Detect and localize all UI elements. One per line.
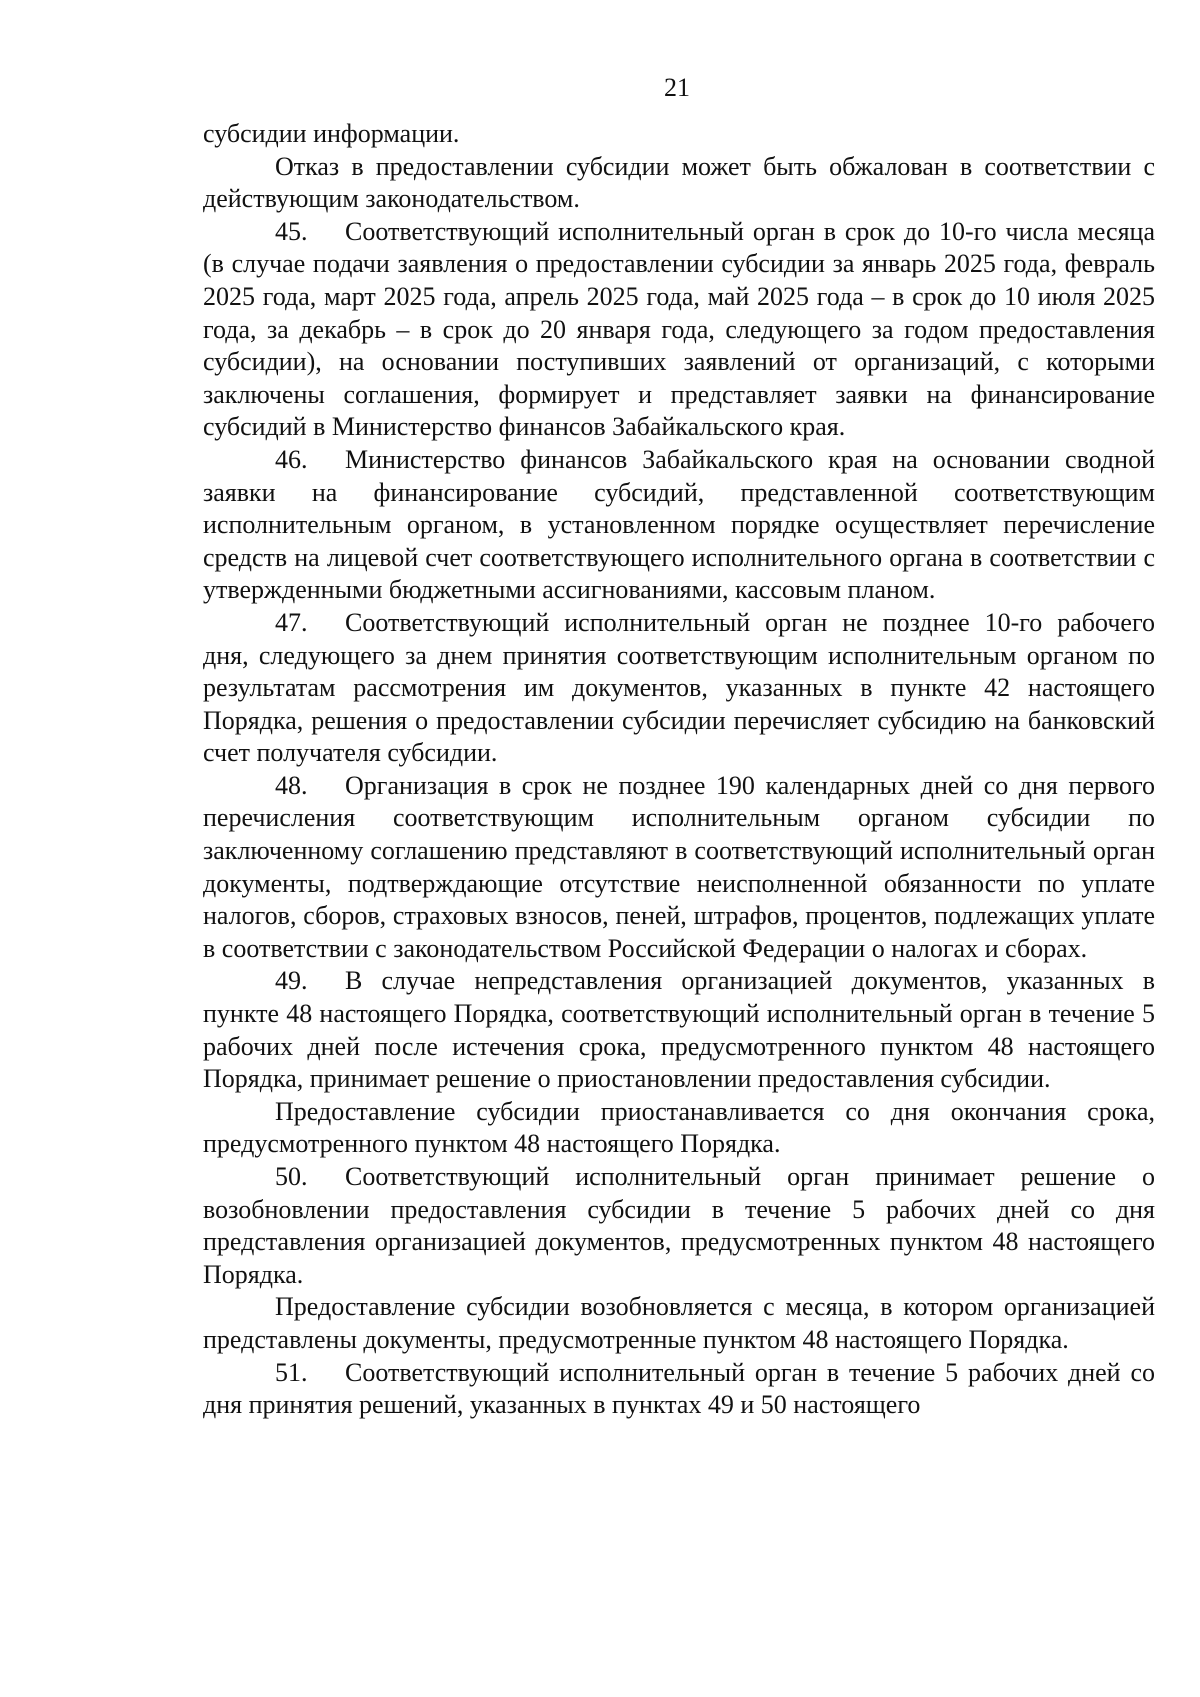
paragraph-47 — [203, 607, 1155, 770]
paragraph-46 — [203, 444, 1155, 607]
paragraph-number: 48. — [275, 770, 308, 800]
document-body — [203, 118, 1155, 1422]
paragraph-text: Предоставление субсидии приостанавливается со дня окончания срока, предусмотренного пунктом 48 настоящего Порядка. — [203, 1096, 1155, 1159]
paragraph-50 — [203, 1161, 1155, 1291]
paragraph-continuation — [203, 118, 1155, 151]
paragraph-text: Соответствующий исполнительный орган не позднее 10-го рабочего дня, следующего за днем принятия соответствующим исполнительным органом по результатам рассмотрения им документов, указанных в пункте 42 настоящего Порядка, решения о предоставлении субсидии перечисляет субсидию на банковский счет получателя субсидии. — [203, 607, 1155, 768]
paragraph-number: 49. — [275, 966, 308, 996]
paragraph-text: субсидии информации. — [203, 119, 460, 148]
page-number: 21 — [664, 73, 690, 102]
paragraph-text: В случае непредставления организацией документов, указанных в пункте 48 настоящего Порядка, соответствующий исполнительный орган в течение 5 рабочих дней после истечения срока, предусмотренного пунктом 48 настоящего Порядка, принимает решение о приостановлении предоставления субсидии. — [203, 966, 1155, 1094]
paragraph-number: 50. — [275, 1162, 308, 1191]
paragraph-text: Предоставление субсидии возобновляется с месяца, в котором организацией представлены документы, предусмотренные пунктом 48 настоящего Порядка. — [203, 1292, 1155, 1354]
paragraph-text: Министерство финансов Забайкальского края на основании сводной заявки на финансирование субсидий, представленной соответствующим исполнительным органом, в установленном порядке осуществляет перечисление средств на лицевой счет соответствующего исполнительного органа в соответствии с утвержденными бюджетными ассигнованиями, кассовым планом. — [203, 444, 1155, 605]
paragraph-45 — [203, 216, 1155, 444]
paragraph-number: 46. — [275, 444, 308, 474]
paragraph-text: Соответствующий исполнительный орган в течение 5 рабочих дней со дня принятия решений, указанных в пунктах 49 и 50 настоящего — [203, 1357, 1155, 1420]
paragraph-refusal-appeal — [203, 151, 1155, 216]
paragraph-number: 45. — [275, 216, 308, 246]
paragraph-text: Организация в срок не позднее 190 календарных дней со дня первого перечисления соответствующим исполнительным органом субсидии по заключенному соглашению представляют в соответствующий исполнительный орган документы, подтверждающие отсутствие неисполненной обязанности по уплате налогов, сборов, страховых взносов, пеней, штрафов, процентов, подлежащих уплате в соответствии с законодательством Российской Федерации о налогах и сборах. — [203, 770, 1155, 963]
paragraph-text: Отказ в предоставлении субсидии может быть обжалован в соответствии с действующим законодательством. — [203, 151, 1155, 214]
paragraph-48 — [203, 770, 1155, 966]
paragraph-number: 51. — [275, 1357, 308, 1387]
paragraph-text: Соответствующий исполнительный орган принимает решение о возобновлении предоставления субсидии в течение 5 рабочих дней со дня представления организацией документов, предусмотренных пунктом 48 настоящего Порядка. — [203, 1162, 1155, 1289]
paragraph-51 — [203, 1357, 1155, 1422]
paragraph-49 — [203, 965, 1155, 1095]
paragraph-text: Соответствующий исполнительный орган в срок до 10-го числа месяца (в случае подачи заявления о предоставлении субсидии за январь 2025 года, февраль 2025 года, март 2025 года, апрель 2025 года, май 2025 года – в срок до 10 июля 2025 года, за декабрь – в срок до 20 января года, следующего за годом предоставления субсидии), на основании поступивших заявлений от организаций, с которыми заключены соглашения, формирует и представляет заявки на финансирование субсидий в Министерство финансов Забайкальского края. — [203, 216, 1155, 442]
paragraph-suspension — [203, 1096, 1155, 1161]
paragraph-number: 47. — [275, 607, 308, 637]
paragraph-resumption — [203, 1291, 1155, 1356]
